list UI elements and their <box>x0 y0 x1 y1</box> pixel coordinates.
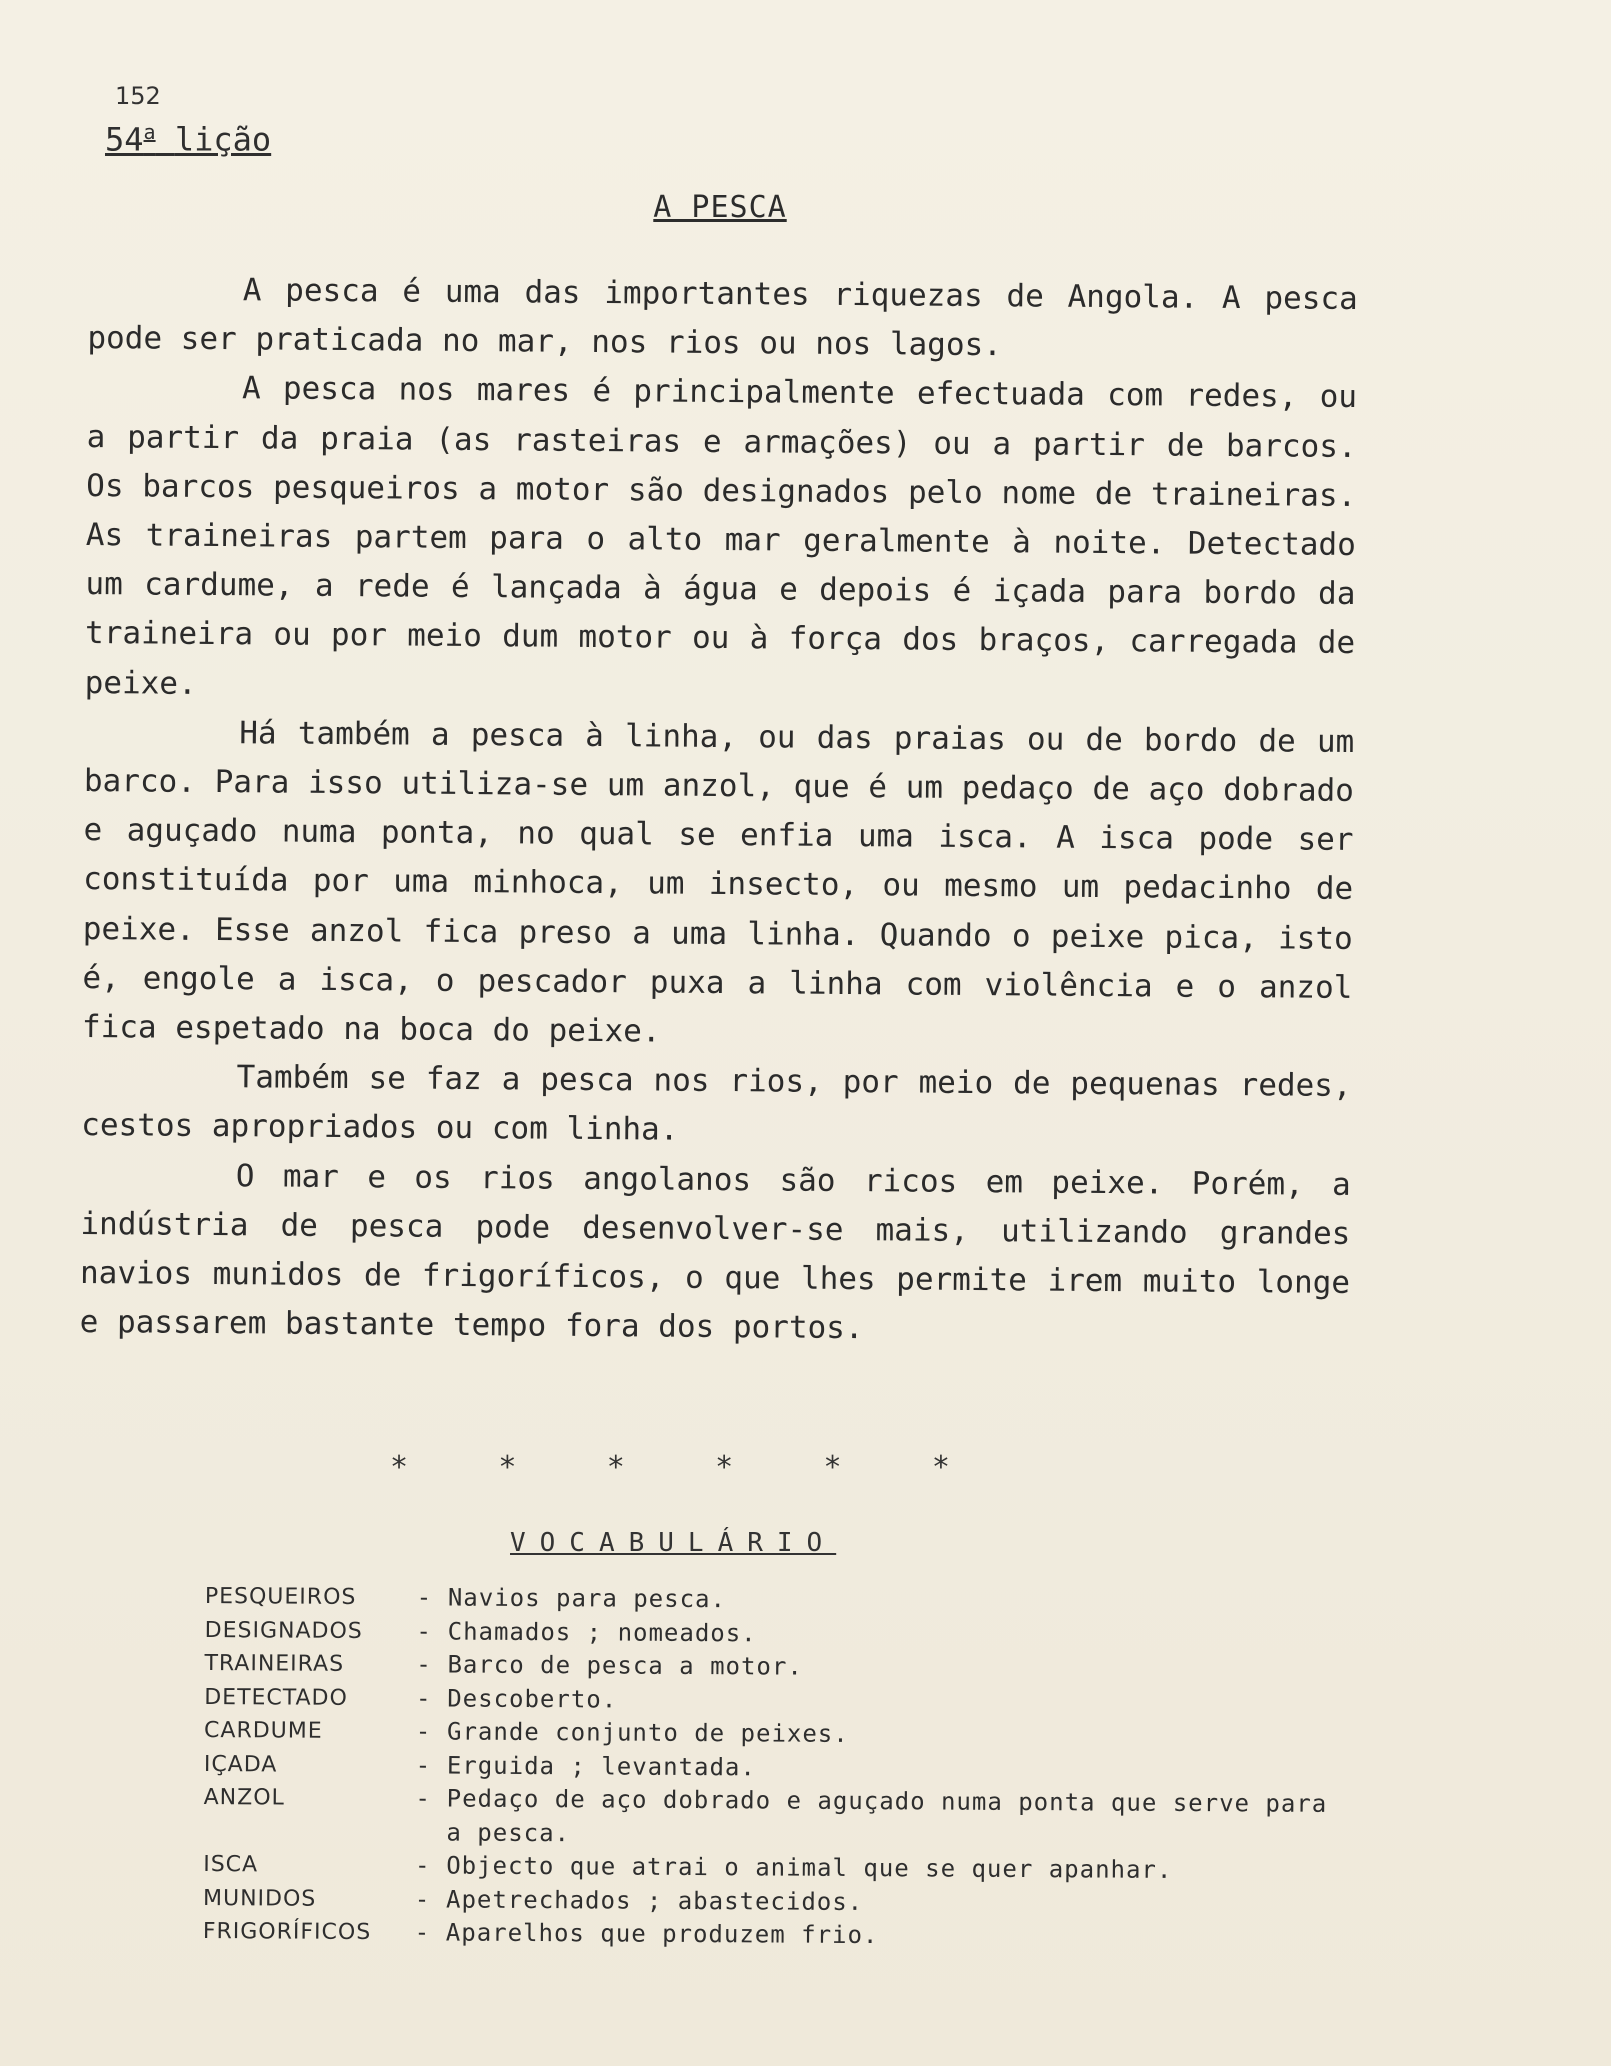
paragraph: Há também a pesca à linha, ou das praias ou de bordo de um barco. Para isso utiliza-se um anzol, que é um pedaço de aço dobrado e aguçado numa ponta, no qual se enfia uma isca. A isca pode ser constituída por uma minhoca, um insecto, ou mesmo um pedacinho de peixe. Esse anzol fica preso a uma linha. Quando o peixe pica, isto é, engole a isca, o pescador puxa a linha com violência e o anzol fica espetado na boca do peixe. <box>81 715 1355 1050</box>
vocabulary-term: MUNIDOS <box>202 1885 317 1912</box>
vocabulary-title: VOCABULÁRIO <box>510 1528 837 1558</box>
vocabulary-dash: - <box>415 1784 430 1813</box>
lesson-number: 54 <box>105 120 144 159</box>
vocabulary-dash: - <box>415 1750 431 1779</box>
vocabulary-dash: - <box>414 1851 430 1880</box>
vocabulary-item <box>203 1781 1353 1855</box>
vocabulary-term: TRAINEIRAS <box>204 1650 345 1677</box>
vocabulary-definition: Chamados ; nomeados. <box>447 1616 757 1647</box>
separator-star: * <box>715 1450 734 1485</box>
vocabulary-dash: - <box>414 1884 430 1913</box>
vocabulary-term: CARDUME <box>204 1717 323 1744</box>
vocabulary-definition: Descoberto. <box>447 1683 618 1714</box>
vocabulary-definition: Navios para pesca. <box>447 1583 727 1614</box>
vocabulary-term: IÇADA <box>203 1751 278 1777</box>
vocabulary-definition: Objecto que atrai o animal que se quer apanhar. <box>446 1851 1173 1884</box>
vocabulary-definition: Aparelhos que produzem frio. <box>445 1918 879 1950</box>
page-title: A PESCA <box>653 190 787 225</box>
vocabulary-dash: - <box>415 1717 431 1746</box>
vocabulary-item <box>203 1915 1353 1956</box>
vocabulary-list <box>203 1580 1355 1956</box>
vocabulary-definition: Barco de pesca a motor. <box>447 1650 803 1681</box>
separator-star: * <box>823 1450 842 1485</box>
lesson-heading <box>105 120 271 159</box>
vocabulary-term: DESIGNADOS <box>204 1617 363 1644</box>
vocabulary-definition: Erguida ; levantada. <box>446 1750 756 1781</box>
vocabulary-term: PESQUEIROS <box>204 1583 357 1610</box>
separator-star: * <box>606 1450 625 1485</box>
separator-star: * <box>931 1450 950 1485</box>
vocabulary-term: ISCA <box>203 1851 259 1878</box>
vocabulary-dash: - <box>414 1918 430 1947</box>
vocabulary-dash: - <box>416 1650 431 1679</box>
paragraph: O mar e os rios angolanos são ricos em peixe. Porém, a indústria de pesca pode desenvolver-se mais, utilizando grandes navios munidos de frigoríficos, o que lhes permite irem muito longe e passarem bastante tempo fora dos portos. <box>79 1157 1351 1347</box>
vocabulary-term: FRIGORÍFICOS <box>202 1918 372 1946</box>
separator-star: * <box>498 1450 517 1485</box>
vocabulary-dash: - <box>416 1616 431 1645</box>
section-separator <box>390 1450 950 1485</box>
vocabulary-dash: - <box>415 1683 431 1712</box>
vocabulary-term: ANZOL <box>203 1784 285 1811</box>
paragraph: A pesca é uma das importantes riquezas de Angola. A pesca pode ser praticada no mar, nos rios ou nos lagos. <box>87 272 1358 364</box>
vocabulary-term: DETECTADO <box>204 1684 348 1711</box>
lesson-word: lição <box>174 120 272 159</box>
paragraph: A pesca nos mares é principalmente efectuada com redes, ou a partir da praia (as rasteiras e armações) ou a partir de barcos. Os barcos pesqueiros a motor são designados pelo nome de traineiras. As traineiras partem para o alto mar geralmente à noite. Detectado um cardume, a rede é lançada à água e depois é içada para bordo da traineira ou por meio dum motor ou à força dos braços, carregada de peixe. <box>84 370 1358 702</box>
separator-star: * <box>390 1450 409 1485</box>
paragraph: Também se faz a pesca nos rios, por meio de pequenas redes, cestos apropriados ou com linha. <box>81 1059 1352 1149</box>
page-number: 152 <box>115 82 161 110</box>
article-body <box>79 265 1357 1357</box>
vocabulary-dash: - <box>416 1583 432 1612</box>
vocabulary-definition: Apetrechados ; abastecidos. <box>445 1884 864 1916</box>
lesson-ordinal: a <box>143 120 156 144</box>
vocabulary-definition: Pedaço de aço dobrado e aguçado numa ponta que serve para a pesca. <box>446 1784 1328 1847</box>
vocabulary-definition: Grande conjunto de peixes. <box>446 1717 849 1748</box>
